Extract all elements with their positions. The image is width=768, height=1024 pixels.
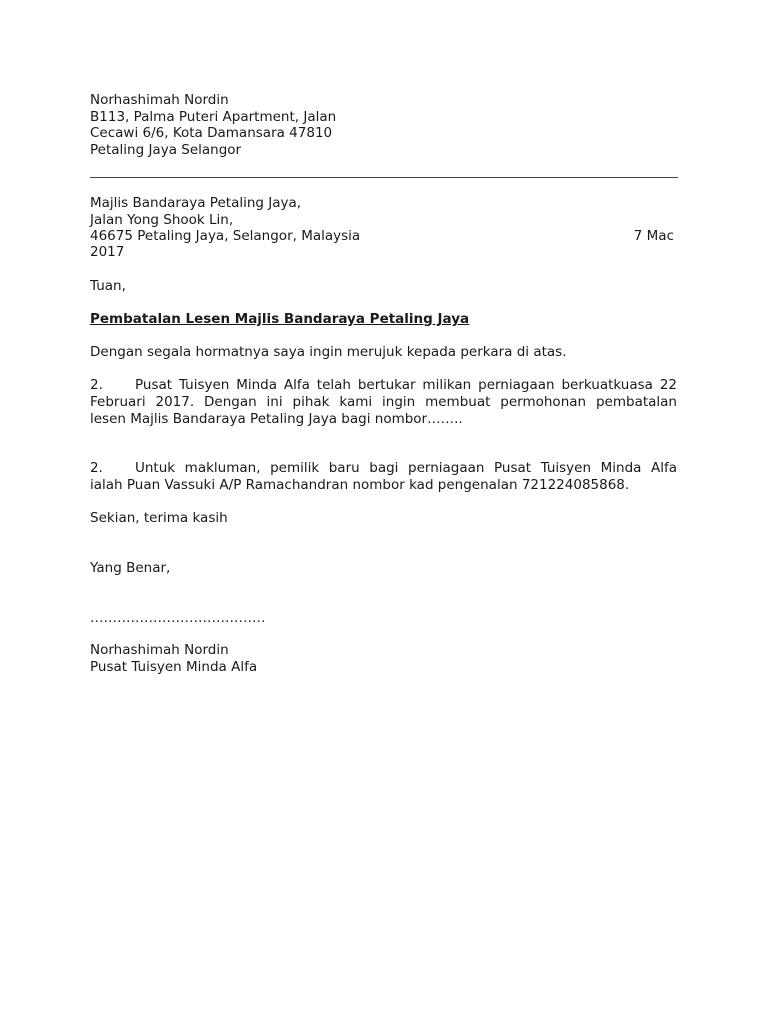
- paragraph-1: [90, 377, 677, 427]
- recipient-line-1: Majlis Bandaraya Petaling Jaya,: [90, 195, 302, 211]
- salutation: Tuan,: [90, 278, 126, 294]
- paragraph-1-row-3: lesen Majlis Bandaraya Petaling Jaya bagi nombor……..: [90, 410, 463, 427]
- letter-date-year: 2017: [90, 244, 125, 260]
- sender-name: Norhashimah Nordin: [90, 92, 229, 108]
- letter-subject: Pembatalan Lesen Majlis Bandaraya Petaling Jaya: [90, 311, 470, 327]
- signature-line: …………………………………: [90, 610, 266, 626]
- sender-address-line-3: Petaling Jaya Selangor: [90, 142, 242, 158]
- sign-off: Yang Benar,: [90, 560, 171, 576]
- paragraph-2-row-1: [90, 460, 677, 477]
- paragraph-2-row-1-text: Untuk makluman, pemilik baru bagi perniagaan Pusat Tuisyen Minda Alfa: [135, 460, 677, 476]
- paragraph-2-row-2: ialah Puan Vassuki A/P Ramachandran nombor kad pengenalan 721224085868.: [90, 476, 630, 493]
- paragraph-1-row-2: Februari 2017. Dengan ini pihak kami ingin membuat permohonan pembatalan: [90, 393, 677, 410]
- paragraph-2-number: 2.: [90, 460, 103, 476]
- signatory-name: Norhashimah Nordin: [90, 642, 229, 658]
- paragraph-1-row-1: [90, 377, 677, 394]
- letter-date-day-month: 7 Mac: [633, 228, 674, 244]
- paragraph-1-row-1-text: Pusat Tuisyen Minda Alfa telah bertukar milikan perniagaan berkuatkuasa 22: [135, 377, 677, 393]
- closing-remark: Sekian, terima kasih: [90, 510, 228, 526]
- paragraph-2: [90, 460, 677, 494]
- paragraph-1-number: 2.: [90, 377, 103, 393]
- signatory-organization: Pusat Tuisyen Minda Alfa: [90, 659, 258, 675]
- intro-paragraph: Dengan segala hormatnya saya ingin merujuk kepada perkara di atas.: [90, 344, 567, 360]
- sender-address-line-2: Cecawi 6/6, Kota Damansara 47810: [90, 125, 333, 141]
- sender-address-line-1: B113, Palma Puteri Apartment, Jalan: [90, 109, 337, 125]
- header-divider: [90, 177, 678, 178]
- recipient-line-3: 46675 Petaling Jaya, Selangor, Malaysia: [90, 228, 361, 244]
- recipient-line-2: Jalan Yong Shook Lin,: [90, 212, 234, 228]
